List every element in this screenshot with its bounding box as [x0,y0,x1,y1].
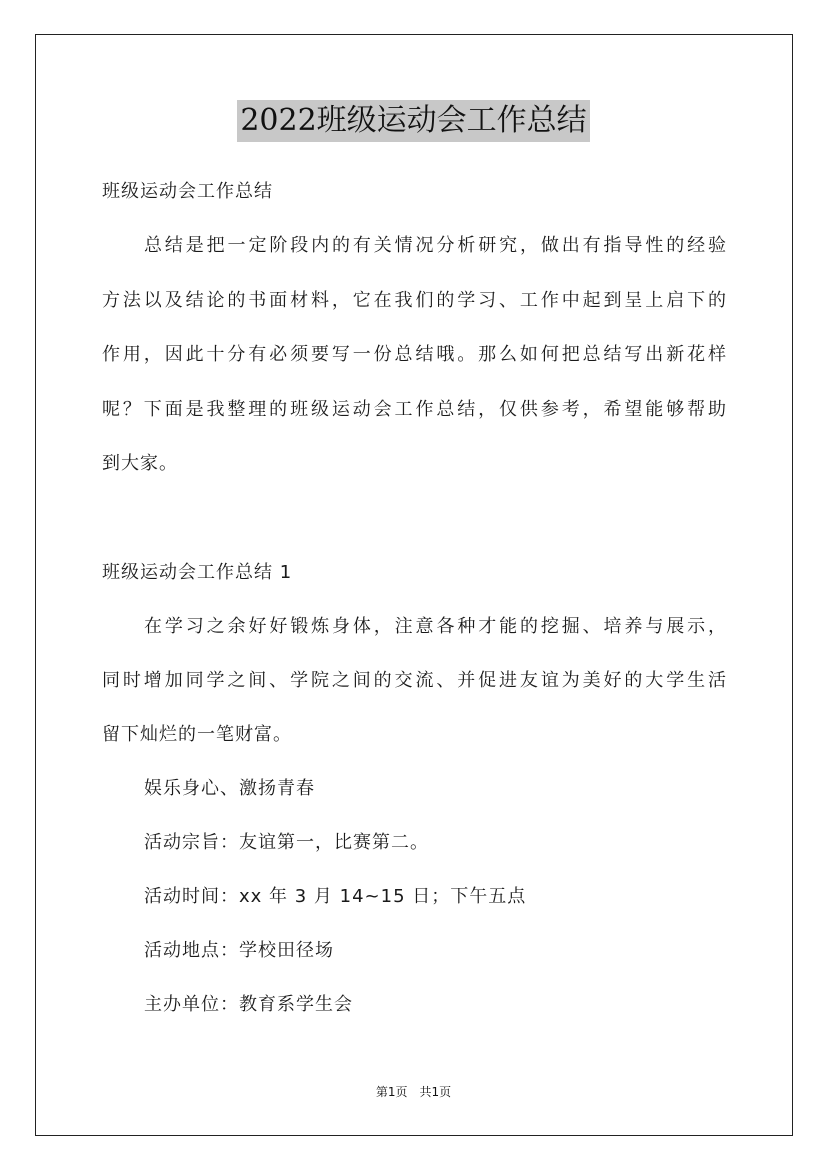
intro-line: 总结是把一定阶段内的有关情况分析研究，做出有指导性的经验 [144,235,726,256]
section-line: 同时增加同学之间、学院之间的交流、并促进友谊为美好的大学生活 [102,670,726,691]
section-line: 在学习之余好好锻炼身体，注意各种才能的挖掘、培养与展示， [144,616,726,637]
intro-line: 呢？下面是我整理的班级运动会工作总结，仅供参考，希望能够帮助 [102,399,726,420]
list-item: 活动宗旨：友谊第一，比赛第二。 [144,832,429,853]
list-item: 主办单位：教育系学生会 [144,994,353,1015]
intro-line: 方法以及结论的书面材料，它在我们的学习、工作中起到呈上启下的 [102,290,726,311]
list-item: 活动地点：学校田径场 [144,940,334,961]
title-container [0,100,827,142]
document-title: 2022班级运动会工作总结 [237,100,589,142]
section-line: 留下灿烂的一笔财富。 [102,724,292,745]
section-heading: 班级运动会工作总结 1 [102,562,293,583]
subtitle: 班级运动会工作总结 [102,181,273,202]
intro-line: 到大家。 [102,453,178,474]
intro-line: 作用，因此十分有必须要写一份总结哦。那么如何把总结写出新花样 [102,344,726,365]
page-footer: 第1页 共1页 [375,1085,452,1099]
list-item: 活动时间：xx 年 3 月 14~15 日；下午五点 [144,886,527,907]
list-item: 娱乐身心、激扬青春 [144,778,315,799]
